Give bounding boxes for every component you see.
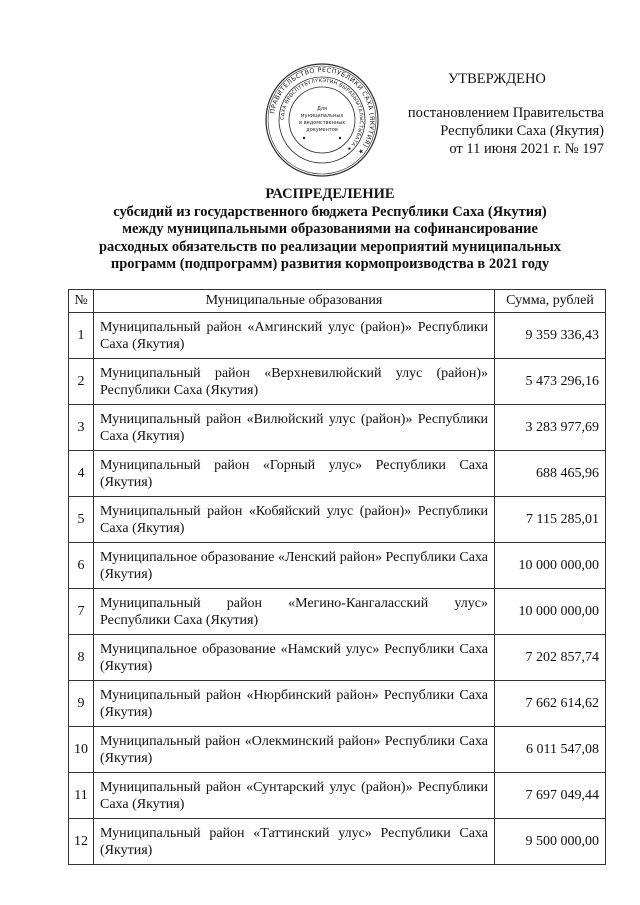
row-sum: 7 115 285,01 [495,497,606,543]
table-row [69,773,606,819]
row-municipality: Муниципальный район «Вилюйский улус (район)» Республики Саха (Якутия) [94,405,495,451]
table-header-row [69,290,606,313]
approval-heading: УТВЕРЖДЕНО [448,71,546,87]
svg-text:документов: документов [306,127,338,133]
approval-line-1: постановлением Правительства [407,105,604,121]
title-main: РАСПРЕДЕЛЕНИЕ [265,186,395,202]
header-municipality: Муниципальные образования [94,290,495,313]
table-row [69,359,606,405]
row-sum: 7 662 614,62 [495,681,606,727]
table-row [69,681,606,727]
svg-text:ПРАВИТЕЛЬСТВО РЕСПУБЛИКИ САХА: ПРАВИТЕЛЬСТВО РЕСПУБЛИКИ САХА (ЯКУТИЯ) ★ [268,65,377,157]
row-number: 3 [69,405,94,451]
svg-text:и ведомственных: и ведомственных [298,120,346,126]
svg-text:муниципальных: муниципальных [300,113,344,119]
row-municipality: Муниципальный район «Верхневилюйский улус (район)» Республики Саха (Якутия) [94,359,495,405]
approval-line-3: от 11 июня 2021 г. № 197 [449,141,604,157]
row-sum: 7 202 857,74 [495,635,606,681]
table-row [69,635,606,681]
table-row [69,589,606,635]
row-sum: 10 000 000,00 [495,543,606,589]
table-row [69,313,606,359]
row-number: 8 [69,635,94,681]
table-row [69,451,606,497]
row-sum: 10 000 000,00 [495,589,606,635]
row-number: 11 [69,773,94,819]
row-number: 5 [69,497,94,543]
row-number: 6 [69,543,94,589]
row-sum: 5 473 296,16 [495,359,606,405]
svg-text:САХА ӨРӨСПҮҮБҮЛҮКЭТИН БЫРАБЫЫТ: САХА ӨРӨСПҮҮБҮЛҮКЭТИН БЫРАБЫЫТАЛЫСТЫБАТА ★ [279,77,365,153]
svg-text:Для: Для [316,106,328,112]
title-subtitle-line-3: расходных обязательств по реализации мероприятий муниципальных [98,238,562,255]
table-row [69,405,606,451]
row-sum: 7 697 049,44 [495,773,606,819]
row-municipality: Муниципальный район «Кобяйский улус (район)» Республики Саха (Якутия) [94,497,495,543]
row-number: 1 [69,313,94,359]
row-number: 2 [69,359,94,405]
table-row [69,819,606,865]
row-sum: 688 465,96 [495,451,606,497]
row-sum: 9 500 000,00 [495,819,606,865]
row-sum: 3 283 977,69 [495,405,606,451]
header-number: № [69,290,94,313]
title-subtitle-line-2: между муниципальными образованиями на софинансирование [122,221,538,237]
row-number: 12 [69,819,94,865]
row-number: 10 [69,727,94,773]
official-seal [264,62,380,178]
row-number: 9 [69,681,94,727]
table-row [69,543,606,589]
row-municipality: Муниципальный район «Амгинский улус (район)» Республики Саха (Якутия) [94,313,495,359]
row-municipality: Муниципальный район «Олекминский район» Республики Саха (Якутия) [94,727,495,773]
row-municipality: Муниципальный район «Горный улус» Республики Саха (Якутия) [94,451,495,497]
row-sum: 9 359 336,43 [495,313,606,359]
row-number: 4 [69,451,94,497]
row-municipality: Муниципальный район «Сунтарский улус (район)» Республики Саха (Якутия) [94,773,495,819]
approval-line-2: Республики Саха (Якутия) [440,123,604,139]
distribution-table [68,289,606,865]
table-row [69,727,606,773]
approval-block [370,70,610,158]
row-number: 7 [69,589,94,635]
row-municipality: Муниципальное образование «Намский улус» Республики Саха (Якутия) [94,635,495,681]
header-sum: Сумма, рублей [495,290,606,313]
row-municipality: Муниципальный район «Нюрбинский район» Республики Саха (Якутия) [94,681,495,727]
title-subtitle-line-1: субсидий из государственного бюджета Республики Саха (Якутия) [113,203,547,220]
document-title [60,186,600,274]
row-municipality: Муниципальный район «Таттинский улус» Республики Саха (Якутия) [94,819,495,865]
table-row [69,497,606,543]
title-subtitle-line-4: программ (подпрограмм) развития кормопроизводства в 2021 году [110,256,550,272]
row-municipality: Муниципальный район «Мегино-Кангаласский улус» Республики Саха (Якутия) [94,589,495,635]
row-sum: 6 011 547,08 [495,727,606,773]
row-municipality: Муниципальное образование «Ленский район» Республики Саха (Якутия) [94,543,495,589]
